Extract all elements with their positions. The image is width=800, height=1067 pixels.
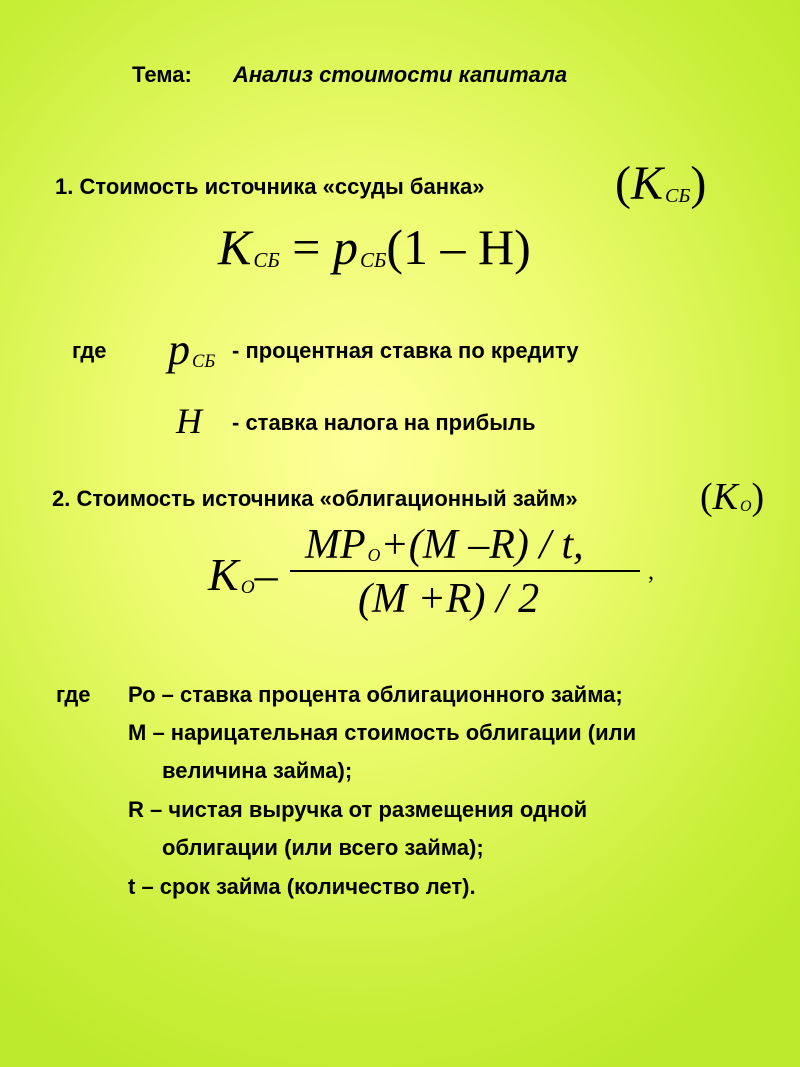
def-symbol-p: pСБ bbox=[168, 325, 216, 374]
section1-heading: 1. Стоимость источника «ссуды банка» bbox=[55, 174, 485, 199]
fraction-bar bbox=[290, 570, 640, 572]
def-line-m: М – нарицательная стоимость облигации (или bbox=[128, 720, 637, 745]
def-text-h: - ставка налога на прибыль bbox=[232, 410, 536, 435]
section1-formula: KСБ = pСБ(1 – Н) bbox=[218, 219, 531, 275]
section2-symbol: (K О) bbox=[700, 476, 765, 518]
where-label-1: где bbox=[72, 338, 107, 363]
def-text-p: - процентная ставка по кредиту bbox=[232, 338, 579, 363]
formula-numerator: MP О+(M –R) / t, bbox=[305, 522, 584, 568]
formula-trailing-comma: , bbox=[648, 559, 654, 585]
def-line-m-cont: величина займа); bbox=[162, 758, 353, 783]
def-line-t: t – срок займа (количество лет). bbox=[128, 874, 476, 899]
def-symbol-h: Н bbox=[176, 401, 202, 441]
section2-heading: 2. Стоимость источника «облигационный займ» bbox=[52, 486, 578, 511]
page-title: Анализ стоимости капитала bbox=[233, 62, 568, 87]
section2-formula-lhs: K О– bbox=[208, 549, 278, 600]
section1-symbol: (KСБ) bbox=[615, 157, 707, 210]
formula-denominator: (M +R) / 2 bbox=[358, 576, 540, 622]
def-line-po: Ро – ставка процента облигационного займа; bbox=[128, 682, 623, 707]
title-prefix: Тема: bbox=[132, 62, 192, 87]
def-line-r-cont: облигации (или всего займа); bbox=[162, 835, 484, 860]
def-line-r: R – чистая выручка от размещения одной bbox=[128, 797, 588, 822]
where-label-2: где bbox=[56, 682, 91, 707]
